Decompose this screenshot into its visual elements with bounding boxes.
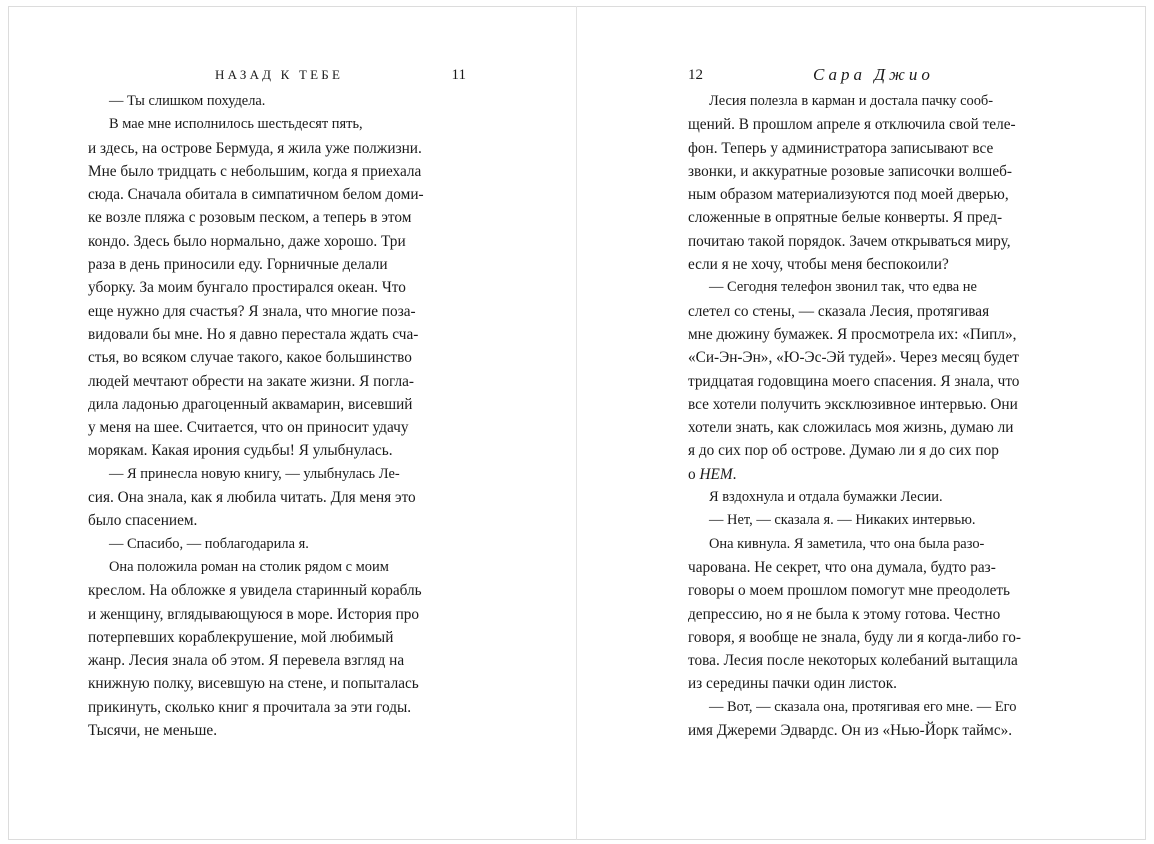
text-line xyxy=(88,160,466,183)
text-line-content: «Си-Эн-Эн», «Ю-Эс-Эй тудей». Через месяц будет xyxy=(688,349,1019,367)
page-number-left: 11 xyxy=(451,67,466,83)
text-line xyxy=(88,323,466,346)
text-line-tail: . xyxy=(732,465,737,483)
text-line xyxy=(688,370,1066,393)
text-line xyxy=(88,696,466,719)
emphasis-text: НЕМ xyxy=(699,465,733,483)
text-line-content: морякам. Какая ирония судьбы! Я улыбнулась. xyxy=(88,442,393,460)
left-page-header xyxy=(88,64,466,86)
text-line xyxy=(88,649,466,672)
text-line xyxy=(688,463,1066,486)
text-line-content: Она кивнула. Я заметила, что она была разо- xyxy=(709,535,985,552)
text-line-content: потерпевших кораблекрушение, мой любимый xyxy=(88,628,394,646)
text-line xyxy=(88,183,466,206)
text-line xyxy=(88,719,466,742)
text-line xyxy=(88,346,466,369)
text-line-content: видовали бы мне. Но я давно перестала ждать сча- xyxy=(88,325,419,343)
text-line-content: сюда. Сначала обитала в симпатичном белом доми- xyxy=(88,186,424,204)
text-line-content: — Нет, — сказала я. — Никаких интервью. xyxy=(709,512,976,529)
text-line xyxy=(88,370,466,393)
text-line xyxy=(688,206,1066,229)
text-line-content: Она положила роман на столик рядом с моим xyxy=(109,558,389,575)
text-line-content: фон. Теперь у администратора записывают все xyxy=(688,139,994,157)
text-line-content: чарована. Не секрет, что она думала, будто раз- xyxy=(688,558,996,576)
left-page-body xyxy=(88,90,466,742)
text-line-content: из середины пачки один листок. xyxy=(688,675,897,693)
text-line xyxy=(88,253,466,276)
text-line xyxy=(688,300,1066,323)
text-line-content: еще нужно для счастья? Я знала, что многие поза- xyxy=(88,302,416,320)
text-line-content: Тысячи, не меньше. xyxy=(88,722,218,740)
text-line-content: и здесь, на острове Бермуда, я жила уже полжизни. xyxy=(88,139,422,157)
text-line-content: и женщину, вглядывающуюся в море. История про xyxy=(88,605,420,623)
text-line xyxy=(688,230,1066,253)
text-line-content: Лесия полезла в карман и достала пачку сооб- xyxy=(709,93,994,109)
text-line xyxy=(688,416,1066,439)
text-line-content: прикинуть, сколько книг я прочитала за эти годы. xyxy=(88,698,412,716)
text-line-content: мне дюжину бумажек. Я просмотрела их: «Пипл», xyxy=(688,325,1017,343)
text-line-content: книжную полку, висевшую на стене, и попыталась xyxy=(88,675,419,693)
text-line-content: тридцатая годовщина моего спасения. Я знала, что xyxy=(688,372,1020,390)
text-line-content: сложенные в опрятные белые конверты. Я пред- xyxy=(688,209,1003,227)
text-line-content: — Я принесла новую книгу, — улыбнулась Ле- xyxy=(109,465,400,482)
text-line xyxy=(688,533,1066,556)
text-line xyxy=(688,672,1066,695)
text-line xyxy=(88,137,466,160)
text-line-content: имя Джереми Эдвардс. Он из «Нью-Йорк таймс». xyxy=(688,722,1013,740)
text-line xyxy=(88,230,466,253)
text-line xyxy=(88,579,466,602)
text-line xyxy=(88,509,466,532)
text-line xyxy=(688,486,1066,509)
text-line xyxy=(88,416,466,439)
text-line xyxy=(688,160,1066,183)
text-line xyxy=(88,276,466,299)
text-line xyxy=(688,90,1066,113)
text-line-content: стья, во всяком случае такого, какое большинство xyxy=(88,349,412,367)
text-line xyxy=(88,206,466,229)
text-line xyxy=(88,626,466,649)
text-line-content: дила ладонью драгоценный аквамарин, висевший xyxy=(88,395,413,413)
text-line-content: — Ты слишком похудела. xyxy=(109,93,266,109)
running-title: НАЗАД К ТЕБЕ xyxy=(215,67,344,82)
text-line xyxy=(688,556,1066,579)
text-line-content: — Сегодня телефон звонил так, что едва не xyxy=(709,279,977,296)
text-line xyxy=(688,649,1066,672)
text-line-content: жанр. Лесия знала об этом. Я перевела взгляд на xyxy=(88,652,405,670)
text-line xyxy=(88,556,466,579)
text-line xyxy=(688,696,1066,719)
text-line-content: хотели знать, как сложилась моя жизнь, думаю ли xyxy=(688,419,1014,437)
text-line-content: — Вот, — сказала она, протягивая его мне. — Его xyxy=(709,698,1017,715)
right-page-header xyxy=(688,64,1066,86)
text-line-content: людей мечтают обрести на закате жизни. Я погла- xyxy=(88,372,414,390)
text-line xyxy=(688,719,1066,742)
text-line-content: было спасением. xyxy=(88,512,198,530)
text-line-content: кондо. Здесь было нормально, даже хорошо. Три xyxy=(88,232,406,250)
text-line xyxy=(688,439,1066,462)
text-line xyxy=(88,393,466,416)
text-line xyxy=(688,393,1066,416)
text-line xyxy=(688,253,1066,276)
text-line xyxy=(88,486,466,509)
text-line xyxy=(88,463,466,486)
text-line xyxy=(688,626,1066,649)
book-gutter xyxy=(576,6,577,840)
text-line-content: Я вздохнула и отдала бумажки Лесии. xyxy=(709,489,943,506)
author-name: Сара Джио xyxy=(813,65,934,84)
right-page-body xyxy=(688,90,1066,742)
text-line xyxy=(688,509,1066,532)
text-line-content: — Спасибо, — поблагодарила я. xyxy=(109,535,309,552)
text-line xyxy=(88,533,466,556)
text-line xyxy=(688,346,1066,369)
text-line-content: щений. В прошлом апреле я отключила свой теле- xyxy=(688,116,1016,134)
text-line xyxy=(88,603,466,626)
text-line-content: слетел со стены, — сказала Лесия, протягивая xyxy=(688,302,990,320)
text-line xyxy=(688,276,1066,299)
text-line-content: говоря, я вообще не знала, буду ли я когда-либо го- xyxy=(688,628,1021,646)
text-line-content: това. Лесия после некоторых колебаний вытащила xyxy=(688,652,1018,670)
text-line xyxy=(88,672,466,695)
text-line-content: В мае мне исполнилось шестьдесят пять, xyxy=(109,116,363,133)
text-line xyxy=(88,439,466,462)
text-line-content: сия. Она знала, как я любила читать. Для меня это xyxy=(88,489,416,507)
text-line-content: раза в день приносили еду. Горничные делали xyxy=(88,256,388,274)
text-line-content: о xyxy=(688,465,700,483)
text-line-content: если я не хочу, чтобы меня беспокоили? xyxy=(688,256,949,274)
text-line-content: звонки, и аккуратные розовые записочки волшеб- xyxy=(688,162,1012,180)
text-line-content: говоры о моем прошлом помогут мне преодолеть xyxy=(688,582,1011,600)
text-line xyxy=(688,323,1066,346)
text-line-content: почитаю такой порядок. Зачем открываться миру, xyxy=(688,232,1011,250)
page-number-right: 12 xyxy=(688,67,703,83)
text-line-content: у меня на шее. Считается, что он приносит удачу xyxy=(88,419,409,437)
text-line xyxy=(688,579,1066,602)
text-line-content: я до сих пор об острове. Думаю ли я до сих пор xyxy=(688,442,999,460)
text-line-content: Мне было тридцать с небольшим, когда я приехала xyxy=(88,162,422,180)
text-line-content: депрессию, но я не была к этому готова. Честно xyxy=(688,605,1001,623)
text-line xyxy=(88,90,466,113)
text-line-content: креслом. На обложке я увидела старинный корабль xyxy=(88,582,422,600)
text-line xyxy=(688,137,1066,160)
text-line-content: ным образом материализуются под моей дверью, xyxy=(688,186,1009,204)
text-line xyxy=(688,603,1066,626)
text-line xyxy=(688,113,1066,136)
text-line xyxy=(88,113,466,136)
text-line-content: все хотели получить эксклюзивное интервью. Они xyxy=(688,395,1018,413)
text-line-content: уборку. За моим бунгало простирался океан. Что xyxy=(88,279,406,297)
text-line-content: ке возле пляжа с розовым песком, а теперь в этом xyxy=(88,209,412,227)
text-line xyxy=(88,300,466,323)
text-line xyxy=(688,183,1066,206)
